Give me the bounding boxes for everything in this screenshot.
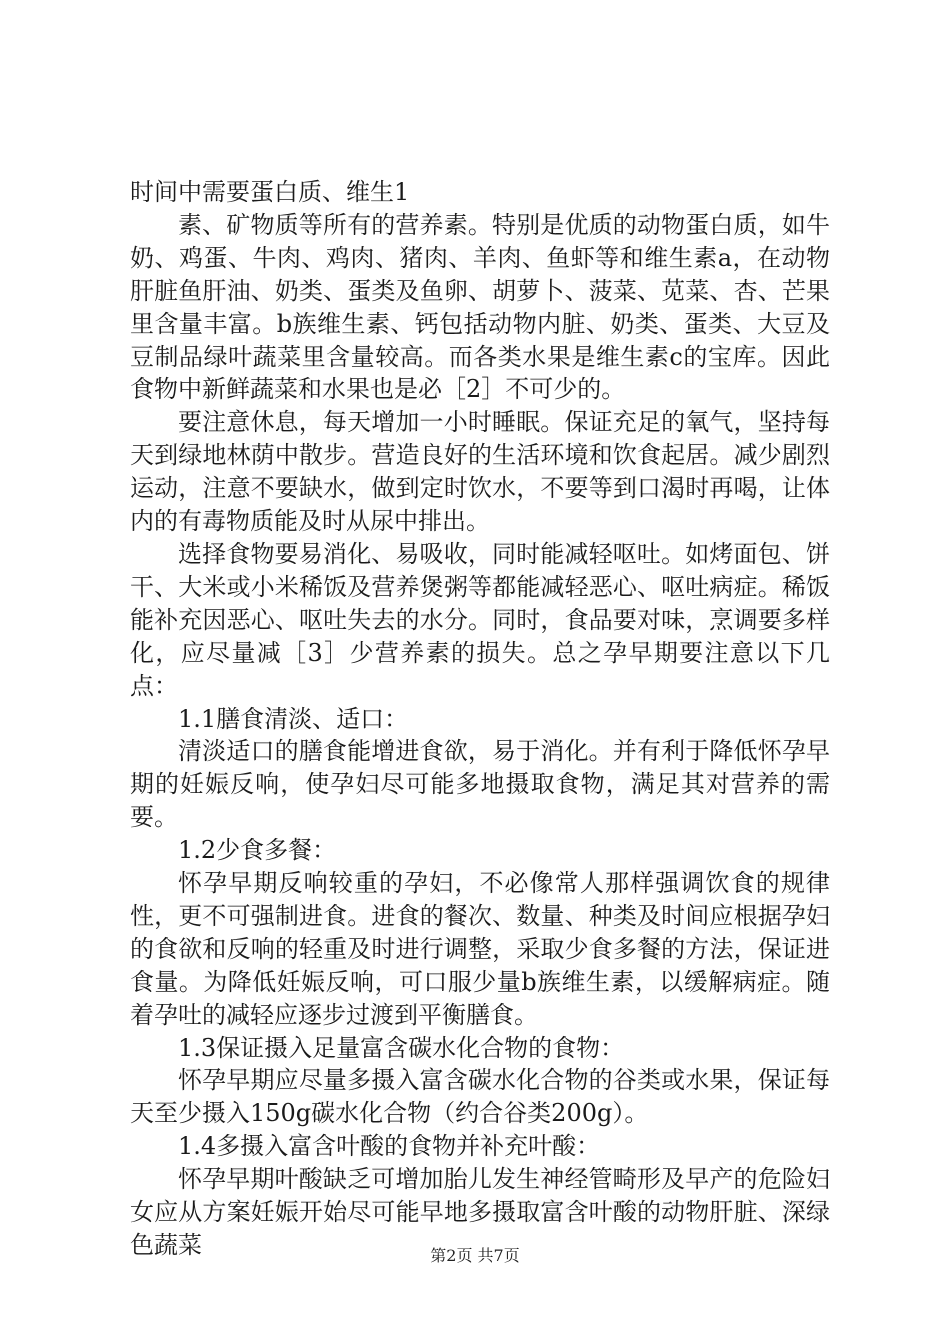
paragraph-1-3: 怀孕早期应尽量多摄入富含碳水化合物的谷类或水果，保证每天至少摄入150g碳水化合物（约合谷类200g）。 [130,1066,830,1128]
section-heading-1-1: 1.1膳食清淡、适口： [178,704,409,733]
paragraph-1-2: 怀孕早期反响较重的孕妇，不必像常人那样强调饮食的规律性，更不可强制进食。进食的餐次、数量、种类及时间应根据孕妇的食欲和反响的轻重及时进行调整，采取少食多餐的方法，保证进食量。为降低妊娠反响，可口服少量b族维生素，以缓解病症。随着孕吐的减轻应逐步过渡到平衡膳食。 [130,869,830,1029]
paragraph-rest: 要注意休息，每天增加一小时睡眠。保证充足的氧气，坚持每天到绿地林荫中散步。营造良好的生活环境和饮食起居。减少剧烈运动，注意不要缺水，做到定时饮水，不要等到口渴时再喝，让体内的有毒物质能及时从尿中排出。 [130,408,830,536]
section-heading-1-3: 1.3保证摄入足量富含碳水化合物的食物： [178,1033,625,1062]
paragraph-food-choice: 选择食物要易消化、易吸收，同时能减轻呕吐。如烤面包、饼干、大米或小米稀饭及营养煲粥等都能减轻恶心、呕吐病症。稀饭能补充因恶心、呕吐失去的水分。同时，食品要对味，烹调要多样化，应尽量减［3］少营养素的损失。总之孕早期要注意以下几点： [130,539,830,700]
paragraph-1-1: 清淡适口的膳食能增进食欲，易于消化。并有利于降低怀孕早期的妊娠反响，使孕妇尽可能多地摄取食物，满足其对营养的需要。 [130,737,830,832]
paragraph-continuation: 时间中需要蛋白质、维生1 [130,178,410,206]
paragraph-nutrients: 素、矿物质等所有的营养素。特别是优质的动物蛋白质，如牛奶、鸡蛋、牛肉、鸡肉、猪肉、羊肉、鱼虾等和维生素a，在动物肝脏鱼肝油、奶类、蛋类及鱼卵、胡萝卜、菠菜、苋菜、杏、芒果里含量丰富。b族维生素、钙包括动物内脏、奶类、蛋类、大豆及豆制品绿叶蔬菜里含量较高。而各类水果是维生素c的宝库。因此食物中新鲜蔬菜和水果也是必［2］不可少的。 [130,210,830,404]
document-body [130,176,830,1262]
page-footer: 第2页 共7页 [430,1246,520,1265]
section-heading-1-2: 1.2少食多餐： [178,836,337,865]
section-heading-1-4: 1.4多摄入富含叶酸的食物并补充叶酸： [178,1132,601,1161]
paragraph-1-4: 怀孕早期叶酸缺乏可增加胎儿发生神经管畸形及早产的危险妇女应从方案妊娠开始尽可能早地多摄取富含叶酸的动物肝脏、深绿色蔬菜 [130,1165,830,1259]
